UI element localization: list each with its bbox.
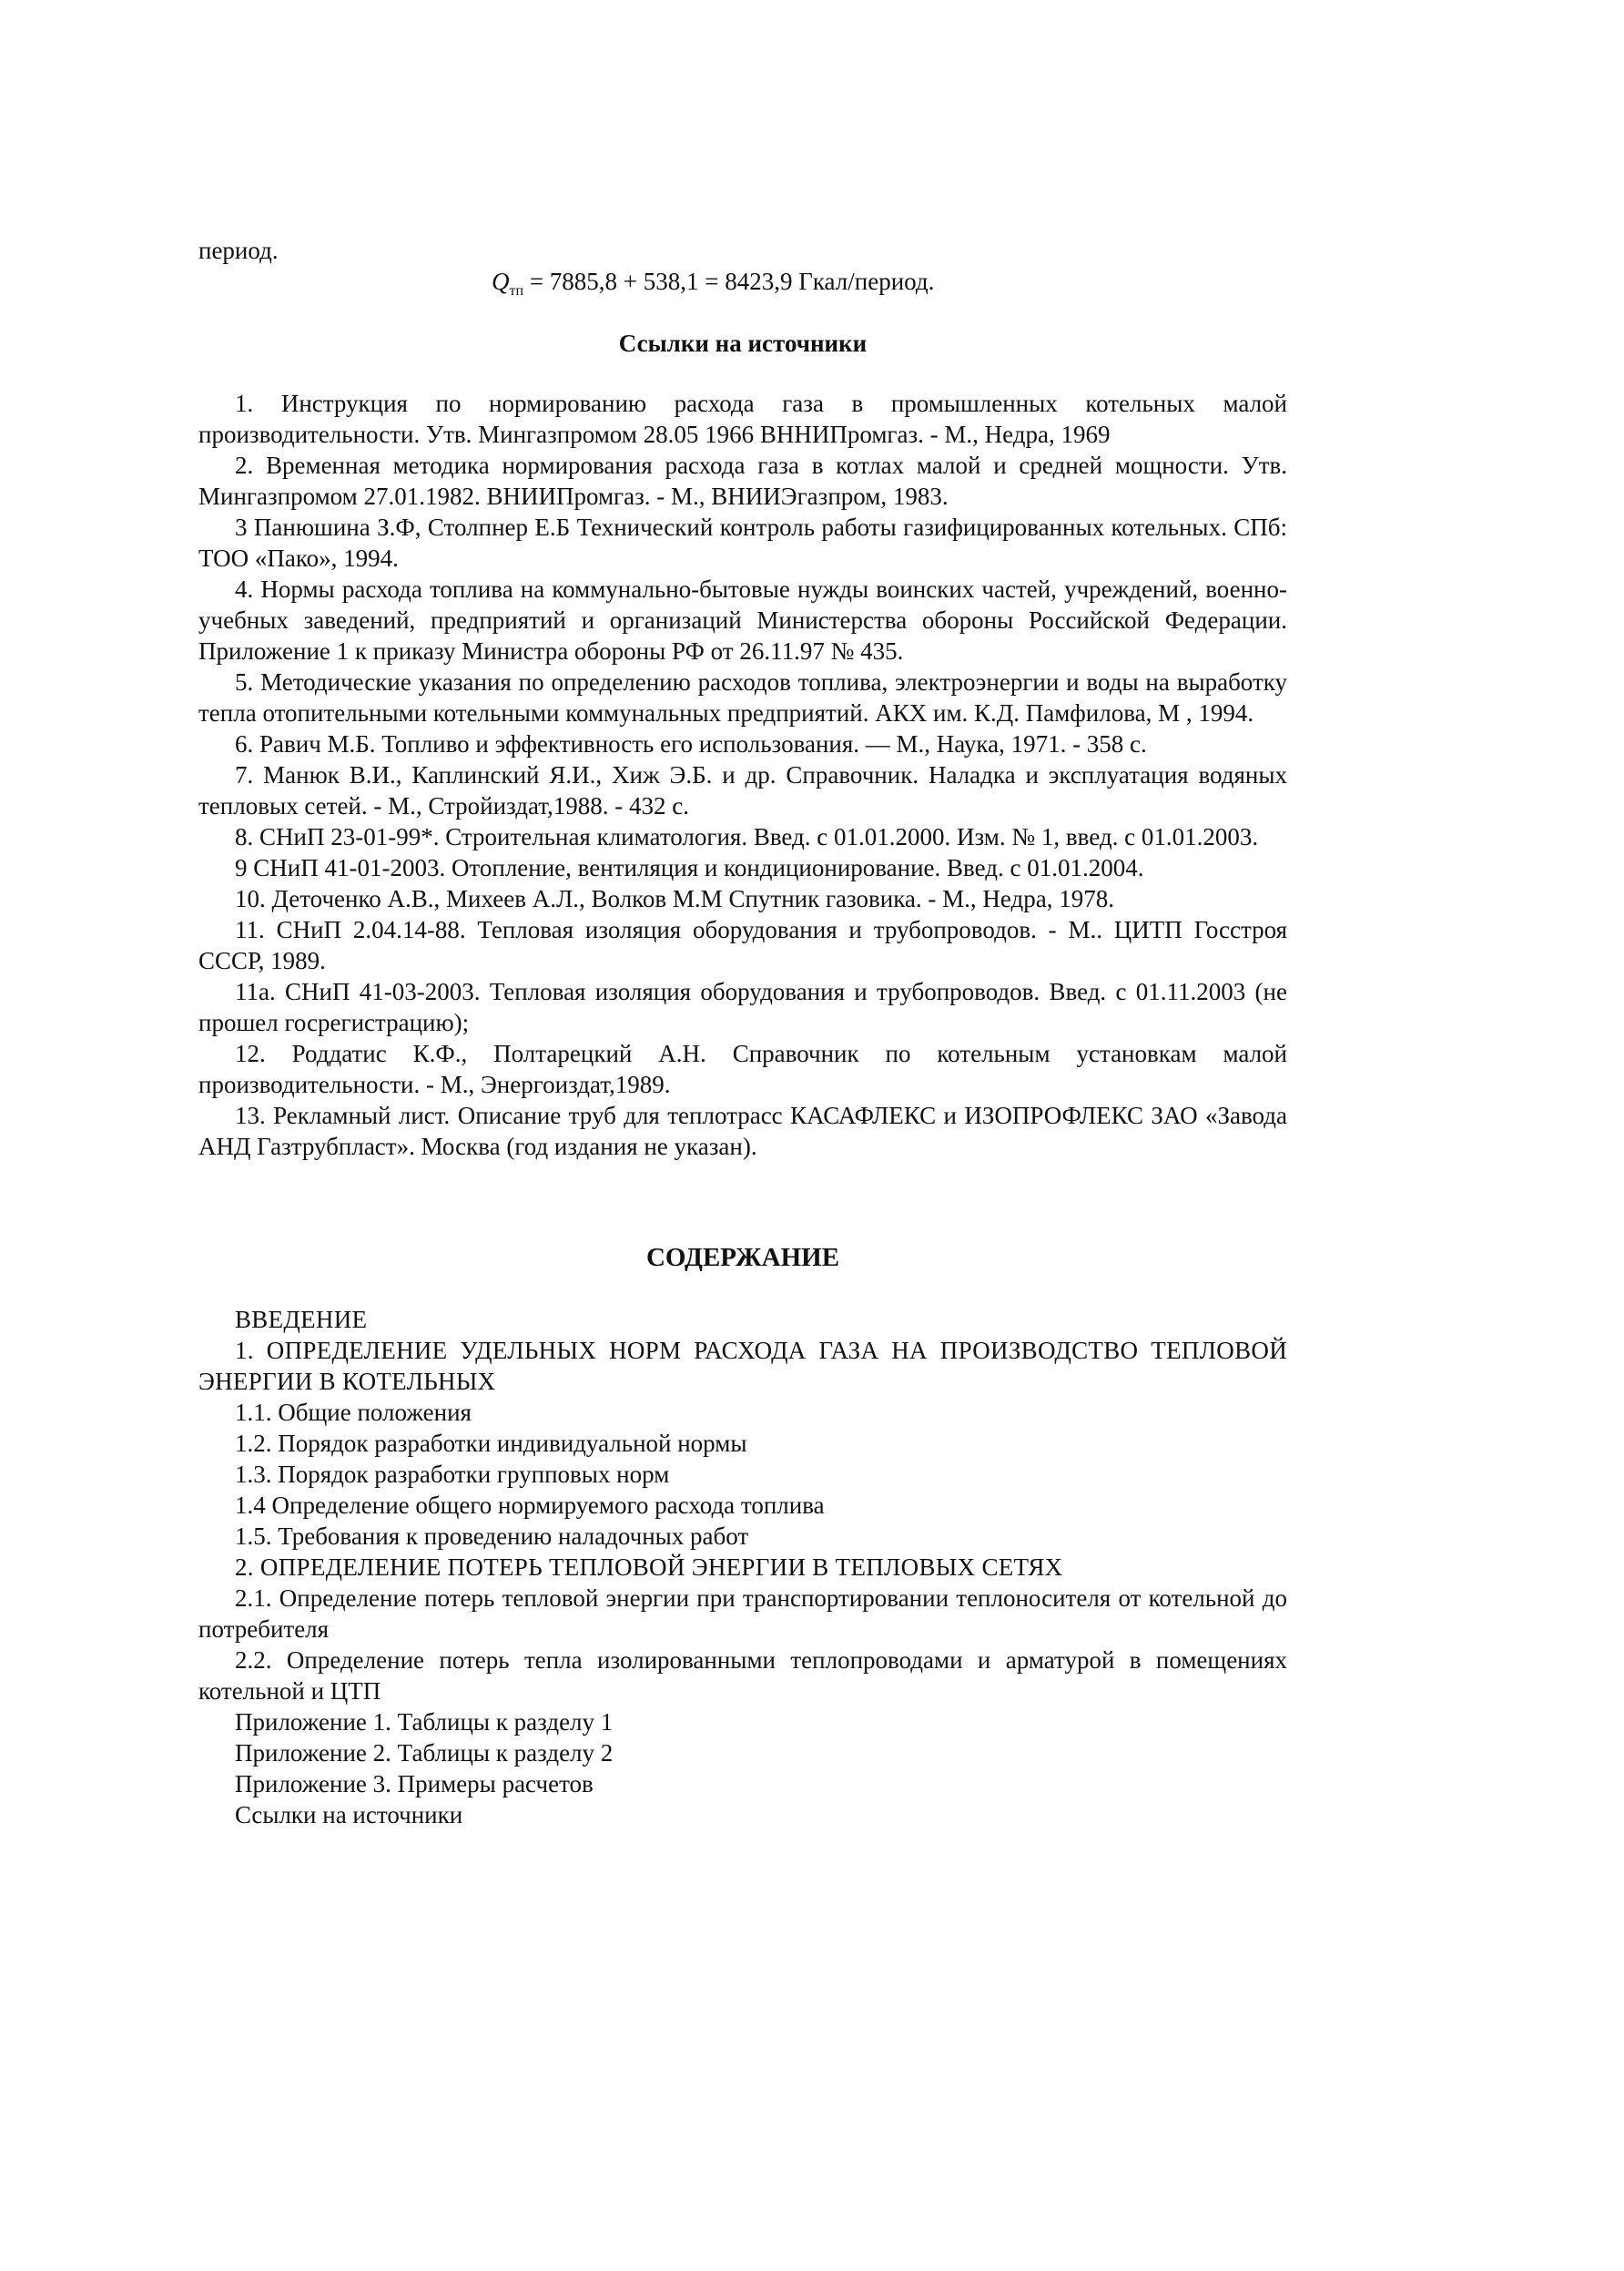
reference-item: 13. Рекламный лист. Описание труб для теплотрасс КАСАФЛЕКС и ИЗОПРОФЛЕКС ЗАО «Завода АНД Газтрубпласт». Москва (год издания не указан). — [198, 1102, 1287, 1160]
reference-item: 6. Равич М.Б. Топливо и эффективность его использования. — М., Наука, 1971. - 358 с. — [235, 730, 1147, 758]
reference-item: 12. Роддатис К.Ф., Полтарецкий А.Н. Справочник по котельным установкам малой производительности. - М., Энергоиздат,1989. — [198, 1040, 1287, 1098]
reference-item: 9 СНиП 41-01-2003. Отопление, вентиляция и кондиционирование. Введ. с 01.01.2004. — [235, 854, 1144, 881]
references-title: Ссылки на источники — [618, 330, 868, 357]
contents-item: Приложение 3. Примеры расчетов — [235, 1770, 594, 1797]
contents-item: 2.1. Определение потерь тепловой энергии при транспортировании теплоносителя от котельной до потребителя — [198, 1584, 1287, 1643]
reference-item: 5. Методические указания по определению расходов топлива, электроэнергии и воды на выработку тепла отопительными котельными коммунальных предприятий. АКХ им. К.Д. Памфилова, М , 1994. — [198, 668, 1287, 727]
formula — [492, 266, 934, 307]
contents-title: СОДЕРЖАНИЕ — [645, 1243, 840, 1272]
references-list — [198, 388, 1287, 1162]
contents-item: ВВЕДЕНИЕ — [235, 1306, 368, 1333]
contents-item: 2.2. Определение потерь тепла изолированными теплопроводами и арматурой в помещениях котельной и ЦТП — [198, 1646, 1287, 1705]
intro-line — [198, 235, 1287, 266]
reference-item: 4. Нормы расхода топлива на коммунально-бытовые нужды воинских частей, учреждений, военно-учебных заведений, предприятий и организаций Министерства обороны Российской Федерации. Приложение 1 к приказу Министра обороны РФ от 26.11.97 № 435. — [198, 575, 1287, 665]
formula-symbol: Q — [492, 268, 510, 295]
contents-item: 1.1. Общие положения — [235, 1399, 472, 1426]
formula-expression: = 7885,8 + 538,1 = 8423,9 Гкал/период. — [523, 268, 935, 295]
formula-subscript: тп — [509, 283, 524, 299]
contents-list — [198, 1304, 1287, 1830]
intro-word: период. — [198, 237, 279, 264]
contents-item: 1. ОПРЕДЕЛЕНИЕ УДЕЛЬНЫХ НОРМ РАСХОДА ГАЗА НА ПРОИЗВОДСТВО ТЕПЛОВОЙ ЭНЕРГИИ В КОТЕЛЬНЫХ — [198, 1337, 1287, 1395]
reference-item: 11. СНиП 2.04.14-88. Тепловая изоляция оборудования и трубопроводов. - М.. ЦИТП Госстроя СССР, 1989. — [198, 916, 1287, 974]
reference-item: 2. Временная методика нормирования расхода газа в котлах малой и средней мощности. Утв. Мингазпромом 27.01.1982. ВНИИПромгаз. - М., ВНИИЭгазпром, 1983. — [198, 452, 1287, 510]
contents-item: Приложение 1. Таблицы к разделу 1 — [235, 1708, 614, 1736]
reference-item: 8. СНиП 23-01-99*. Строительная климатология. Введ. с 01.01.2000. Изм. № 1, введ. с 01.01.2003. — [235, 823, 1259, 850]
contents-item: 1.3. Порядок разработки групповых норм — [235, 1461, 670, 1488]
contents-item: 1.4 Определение общего нормируемого расхода топлива — [235, 1492, 825, 1519]
contents-item: Приложение 2. Таблицы к разделу 2 — [235, 1739, 614, 1767]
contents-item: 1.2. Порядок разработки индивидуальной нормы — [235, 1430, 747, 1457]
contents-item: 2. ОПРЕДЕЛЕНИЕ ПОТЕРЬ ТЕПЛОВОЙ ЭНЕРГИИ В ТЕПЛОВЫХ СЕТЯХ — [235, 1553, 1063, 1581]
reference-item: 11а. СНиП 41-03-2003. Тепловая изоляция оборудования и трубопроводов. Введ. с 01.11.2003 (не прошел госрегистрацию); — [198, 978, 1287, 1036]
reference-item: 10. Деточенко А.В., Михеев А.Л., Волков М.М Спутник газовика. - М., Недра, 1978. — [235, 885, 1115, 912]
contents-item: Ссылки на источники — [235, 1801, 463, 1828]
reference-item: 3 Панюшина З.Ф, Столпнер Е.Б Технический контроль работы газифицированных котельных. СПб: ТОО «Пако», 1994. — [198, 514, 1287, 572]
contents-item: 1.5. Требования к проведению наладочных работ — [235, 1522, 749, 1550]
reference-item: 7. Манюк В.И., Каплинский Я.И., Хиж Э.Б. и др. Справочник. Наладка и эксплуатация водяных тепловых сетей. - М., Стройиздат,1988. - 432 с. — [198, 761, 1287, 820]
reference-item: 1. Инструкция по нормированию расхода газа в промышленных котельных малой производительности. Утв. Мингазпромом 28.05 1966 ВННИПромгаз. - М., Недра, 1969 — [198, 390, 1287, 448]
